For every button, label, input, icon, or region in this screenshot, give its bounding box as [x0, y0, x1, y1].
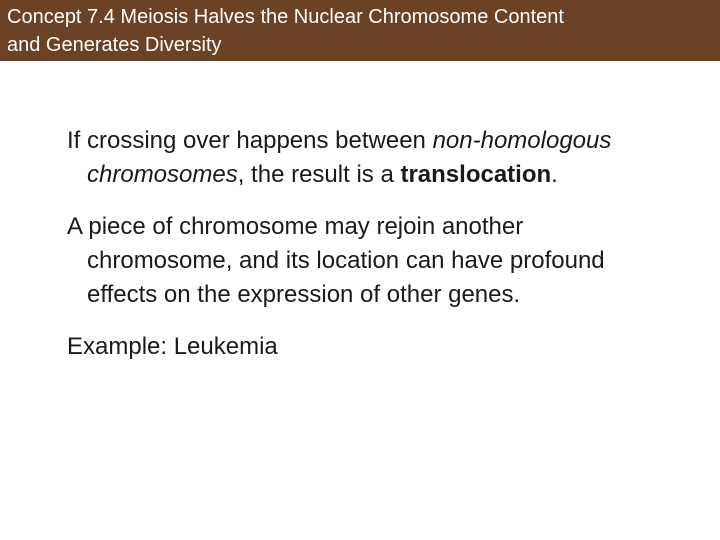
paragraph-rejoin: A piece of chromosome may rejoin another chromosome, and its location can have profound effects on the expression of other genes. [67, 213, 605, 308]
paragraph-text: , the result is a [237, 161, 401, 188]
slide-body [67, 124, 667, 364]
bold-term: translocation [400, 161, 552, 188]
slide-title-line-1: Concept 7.4 Meiosis Halves the Nuclear Chromosome Content [7, 6, 564, 28]
slide-title-line-2: and Generates Diversity [7, 34, 222, 56]
paragraph-text: If crossing over happens between [67, 127, 433, 154]
paragraph-example: Example: Leukemia [67, 333, 278, 360]
paragraph-translocation [67, 124, 667, 192]
paragraph-text: . [551, 161, 558, 188]
slide-title-bar [0, 0, 720, 61]
italic-term: non-homologous chromosomes [87, 127, 612, 188]
